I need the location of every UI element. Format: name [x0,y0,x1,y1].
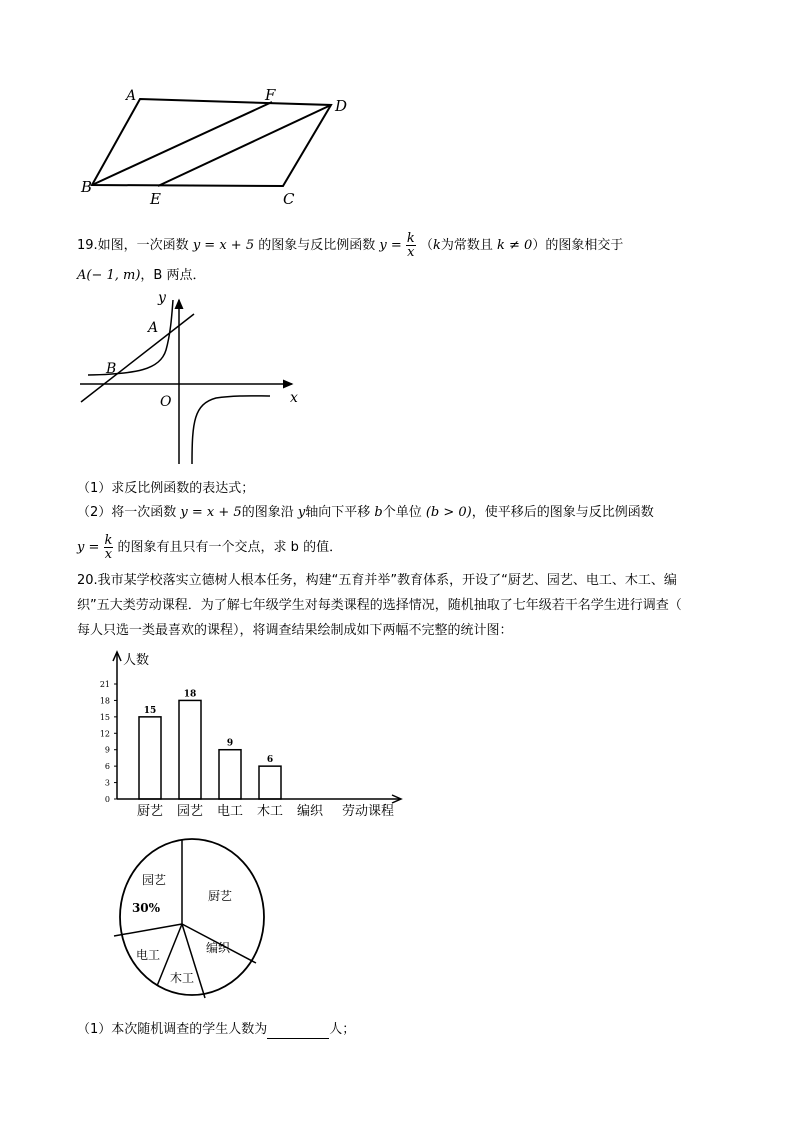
q19-part2-end: ，使平移后的图象与反比例函数 [471,505,654,520]
bar-category-label: 编织 [296,804,324,819]
q20-part1-pre: （1）本次随机调查的学生人数为 [77,1022,268,1037]
q19-part2b-end: 的图象有且只有一个交点，求 b 的值． [117,540,343,555]
q19-part2-fraction [104,534,114,561]
bar-value-label: 18 [183,689,197,700]
q19-part1: （1）求反比例函数的表达式； [77,481,255,496]
pie-slice-label: 园艺 [141,873,167,887]
bar-y-tick-label: 21 [99,680,110,689]
q19-fraction [406,232,416,259]
q19-line2 [77,267,205,285]
bar-y-tick-label: 15 [99,712,110,722]
parallelogram-figure [74,84,364,210]
function-graph [76,292,310,468]
q19-part2-frac-lhs: y = [77,540,100,555]
q19-point-a: A(− 1, m) [77,268,141,283]
q19-frac-den: x [407,245,415,260]
pie-slice-label: 编织 [205,941,231,955]
q20-part1-post: 人； [329,1022,356,1037]
q19-paren: （ [419,238,433,253]
q19-line1-end: ）的图象相交于 [532,238,624,253]
q19-part2-frac-num: k [104,533,113,548]
q19-part2-mid2: 轴向下平移 [305,505,371,520]
label-e: E [150,190,161,208]
bar-1 [179,700,201,799]
q19-part2-eq: y = x + 5 [180,505,242,520]
q20-line3: 每人只选一类最喜欢的课程），将调查结果绘制成如下两幅不完整的统计图： [77,623,513,638]
q19-line2-end: ，B 两点． [140,268,206,283]
q19-part2-b: b [374,505,383,520]
q19-part2-mid1: 的图象沿 [241,505,294,520]
label-b: B [81,178,93,196]
q19-frac-lhs: y = [379,238,402,253]
pie-slice-label: 木工 [169,971,195,985]
pie-chart [110,838,270,1002]
bar-x-label: 劳动课程 [342,804,395,819]
graph-label-a: A [148,320,159,336]
bar-y-tick-label: 9 [104,745,110,755]
bar-2 [219,750,241,799]
hyperbola-branch-right [192,396,270,464]
q19-part2-y: y [297,505,306,520]
q19-mid: 的图象与反比例函数 [258,238,376,253]
bar-0 [139,717,161,799]
bar-y-label: 人数 [123,653,150,668]
q19-k: k [432,238,441,253]
bar-y-tick-label: 6 [104,762,110,772]
bar-category-label: 木工 [256,804,284,819]
bar-category-label: 厨艺 [136,804,164,819]
bar-y-tick-label: 0 [104,795,110,804]
q19-linear-eq: y = x + 5 [192,238,255,253]
pie-percent-label: 30% [131,901,161,915]
q19-const: 为常数且 [440,238,493,253]
parallelogram-outline [92,99,331,186]
segment-ed [158,105,331,186]
q20-line2: 织”五大类劳动课程．为了解七年级学生对每类课程的选择情况，随机抽取了七年级若干名学生进行调查（ [77,598,682,613]
bar-value-label: 6 [266,755,274,766]
bar-y-tick-label: 12 [99,729,110,739]
graph-label-x: x [290,390,298,406]
label-c: C [283,190,295,208]
q19-part2-mid3: 个单位 [382,505,422,520]
q19-part2 [77,504,654,522]
bar-value-label: 9 [226,738,234,749]
q20-part1 [77,1021,355,1039]
bar-category-label: 电工 [216,804,244,819]
q19-frac-num: k [406,231,415,246]
q20-line1: 20.我市某学校落实立德树人根本任务，构建“五育并举”教育体系，开设了“厨艺、园艺、电工、木工、编 [77,573,677,588]
graph-label-o: O [160,394,172,410]
q19-k-cond: k ≠ 0 [497,238,533,253]
segment-bf [92,102,272,185]
bar-y-tick-label: 3 [104,778,110,788]
label-f: F [265,86,276,104]
bar-category-label: 园艺 [176,804,204,819]
q19-intro: 19.如图，一次函数 [77,238,189,253]
bar-chart [90,646,410,822]
pie-slice-label: 厨艺 [207,889,233,903]
q19-part2-line2 [77,534,342,561]
label-a: A [126,88,137,104]
q19-part2-cond: (b > 0) [425,505,472,520]
label-d: D [335,97,348,115]
graph-label-y: y [158,292,166,306]
pie-slice-label: 电工 [135,948,161,962]
pie-slice-boundary [114,924,182,936]
bar-y-tick-label: 18 [99,696,110,706]
q19-part2-frac-den: x [104,547,113,562]
linear-line [81,314,194,402]
bar-3 [259,766,281,799]
bar-value-label: 15 [143,705,157,716]
answer-blank[interactable] [267,1026,329,1039]
q19-line1 [77,232,623,259]
q19-part2-pre: （2）将一次函数 [77,505,177,520]
graph-label-b: B [106,361,117,377]
